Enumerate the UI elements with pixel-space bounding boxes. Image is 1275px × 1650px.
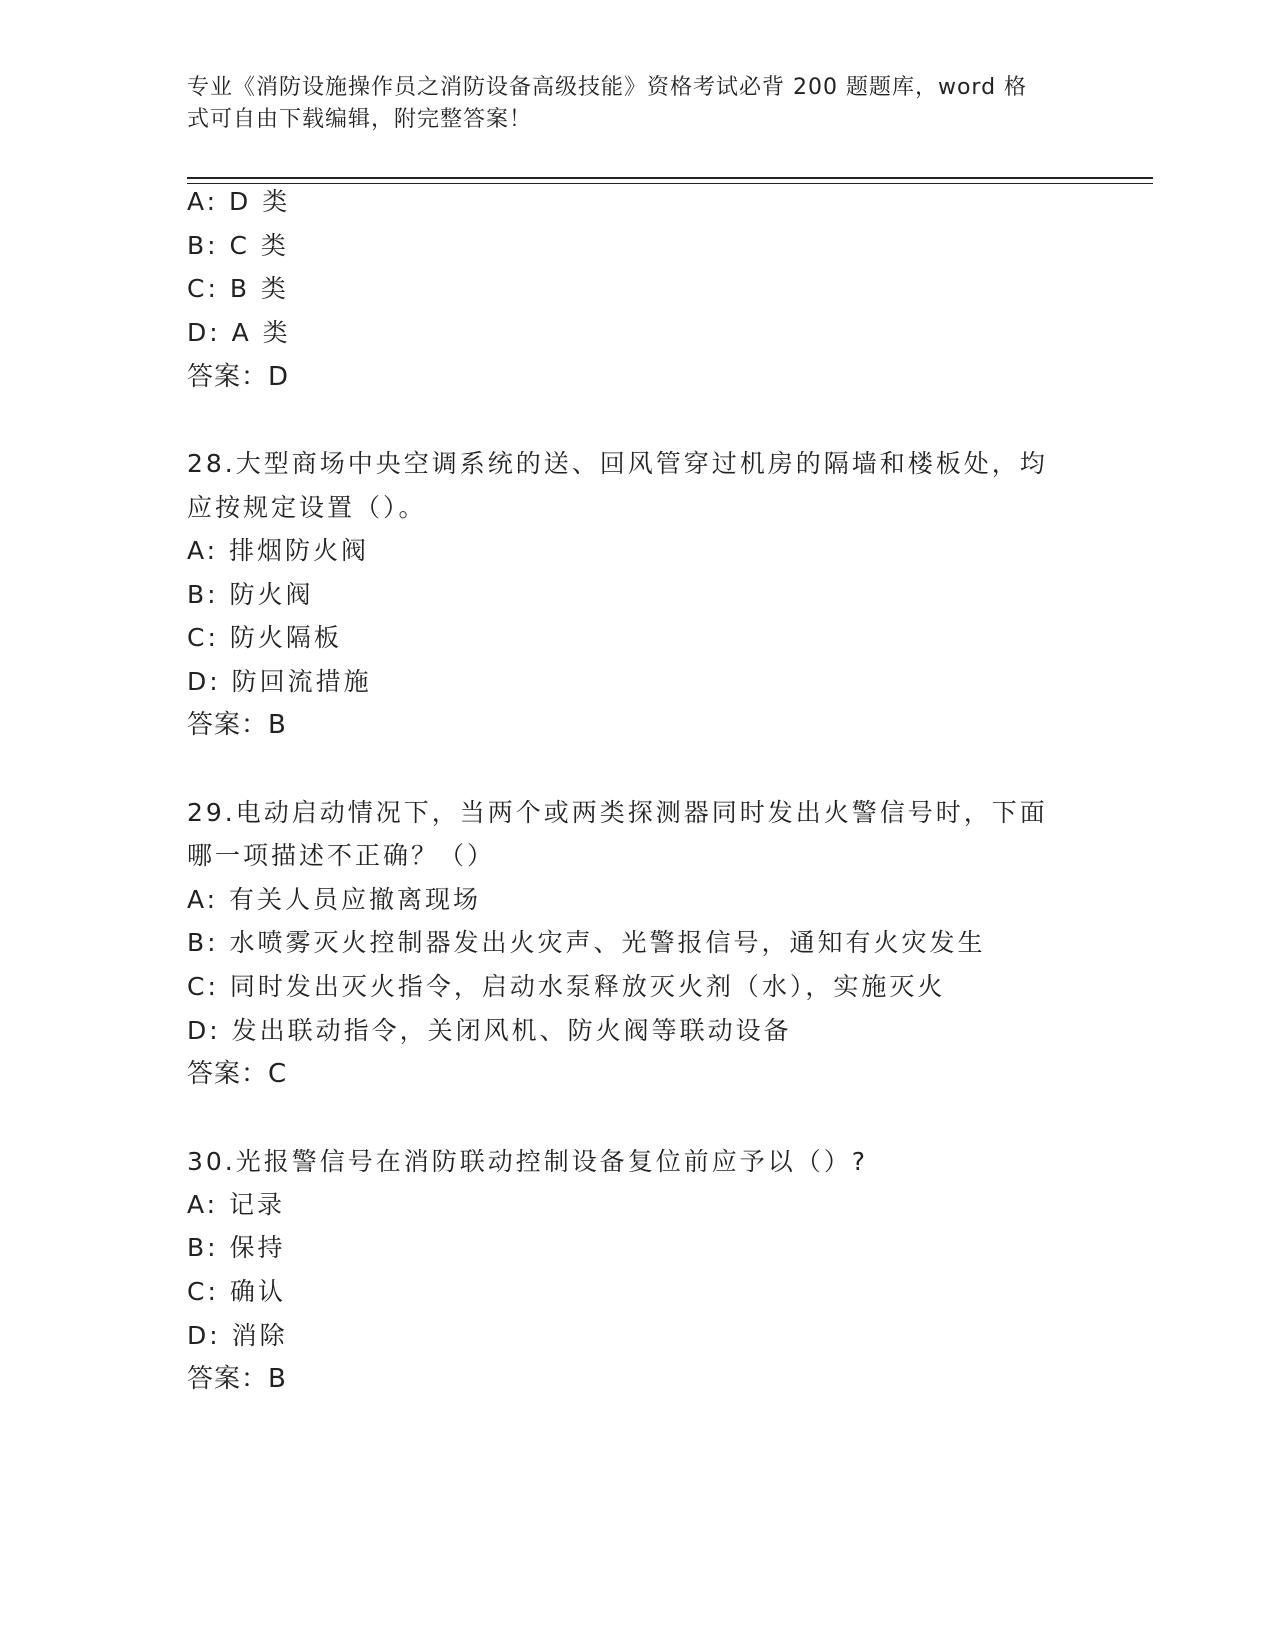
q27-option-a: A: D 类: [187, 187, 291, 216]
q29-question-line-1: 29.电动启动情况下，当两个或两类探测器同时发出火警信号时，下面: [187, 798, 1048, 827]
q27-answer: 答案：D: [187, 362, 290, 392]
q27-option-b: B: C 类: [187, 231, 289, 260]
header-line-2: 式可自由下载编辑，附完整答案！: [187, 107, 533, 132]
q29-option-c: C: 同时发出灭火指令，启动水泵释放灭火剂（水），实施灭火: [187, 972, 946, 1001]
q30-question-line-1: 30.光报警信号在消防联动控制设备复位前应予以（）?: [187, 1147, 869, 1176]
q29-option-a: A: 有关人员应撤离现场: [187, 885, 482, 914]
q30-option-d: D: 消除: [187, 1321, 288, 1350]
q29-option-d: D: 发出联动指令，关闭风机、防火阀等联动设备: [187, 1016, 792, 1045]
q28-option-d: D: 防回流措施: [187, 667, 372, 696]
q28-option-c: C: 防火隔板: [187, 623, 342, 652]
q30-option-a: A: 记录: [187, 1190, 286, 1219]
q28-question-line-2: 应按规定设置（）。: [187, 493, 427, 522]
header-divider-thin: [187, 183, 1153, 184]
q28-option-b: B: 防火阀: [187, 580, 314, 609]
q28-answer: 答案：B: [187, 710, 287, 740]
q29-question-line-2: 哪一项描述不正确？（）: [187, 841, 496, 870]
q30-option-c: C: 确认: [187, 1277, 286, 1306]
q30-answer: 答案：B: [187, 1364, 287, 1394]
q29-answer: 答案：C: [187, 1059, 288, 1089]
q30-option-b: B: 保持: [187, 1233, 286, 1262]
q27-option-c: C: B 类: [187, 274, 289, 303]
q28-option-a: A: 排烟防火阀: [187, 536, 370, 565]
q27-option-d: D: A 类: [187, 318, 291, 347]
header-line-1: 专业《消防设施操作员之消防设备高级技能》资格考试必背 200 题题库，word 格: [187, 75, 1028, 100]
document-header: [187, 72, 1067, 136]
header-divider-thick: [187, 177, 1153, 179]
q28-question-line-1: 28.大型商场中央空调系统的送、回风管穿过机房的隔墙和楼板处，均: [187, 449, 1048, 478]
q29-option-b: B: 水喷雾灭火控制器发出火灾声、光警报信号，通知有火灾发生: [187, 928, 986, 957]
